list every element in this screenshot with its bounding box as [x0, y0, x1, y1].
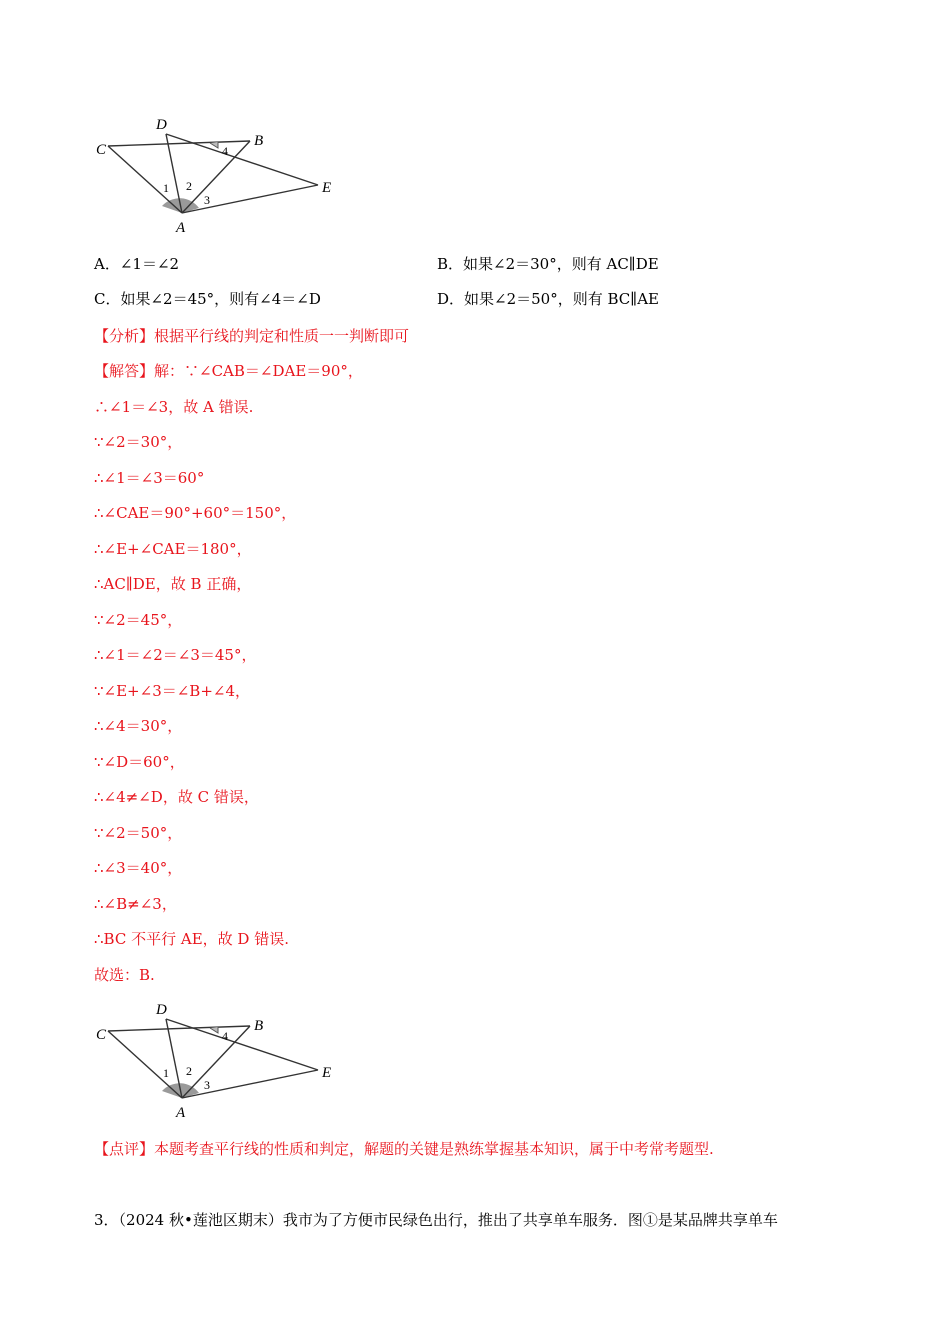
- comment-text: 【点评】本题考查平行线的性质和判定，解题的关键是熟练掌握基本知识，属于中考常考题型.: [94, 1140, 714, 1158]
- triangle-diagram: [90, 997, 350, 1117]
- option-c: C．如果∠2＝45°，则有∠4＝∠D: [94, 290, 321, 308]
- solution-line: ∴∠CAE＝90°+60°＝150°，: [94, 504, 297, 522]
- solution-line: 故选：B.: [94, 966, 155, 984]
- segment-AE: [182, 1070, 318, 1098]
- geometry-figure-top: [90, 112, 350, 232]
- solution-line: ∴BC 不平行 AE，故 D 错误.: [94, 930, 289, 948]
- segment-CB: [108, 1026, 250, 1031]
- label-C: C: [96, 142, 107, 158]
- segment-AB: [182, 141, 250, 213]
- segment-AE: [182, 185, 318, 213]
- solution-line: ∴∠4＝30°，: [94, 717, 183, 735]
- label-E: E: [322, 1065, 332, 1081]
- solution-line: 【解答】解：∵∠CAB＝∠DAE＝90°，: [94, 362, 363, 380]
- solution-line: ∴∠4≠∠D，故 C 错误，: [94, 788, 259, 806]
- triangle-diagram: [90, 112, 350, 232]
- angle-label-1: 1: [163, 1066, 169, 1080]
- label-A: A: [176, 220, 186, 232]
- angle-label-3: 3: [204, 193, 210, 207]
- angle-label-2: 2: [186, 179, 192, 193]
- analysis-text: 【分析】根据平行线的判定和性质一一判断即可: [94, 327, 410, 345]
- segment-CB: [108, 141, 250, 146]
- option-a: A．∠1＝∠2: [94, 255, 180, 273]
- geometry-figure-bottom: [90, 997, 350, 1117]
- next-question: 3．（2024 秋•莲池区期末）我市为了方便市民绿色出行，推出了共享单车服务．图①是某品牌共享单车: [94, 1211, 778, 1229]
- angle-label-1: 1: [163, 181, 169, 195]
- solution-line: ∴AC∥DE，故 B 正确，: [94, 575, 252, 593]
- solution-line: ∵∠D＝60°，: [94, 753, 185, 771]
- segment-AB: [182, 1026, 250, 1098]
- angle-label-4: 4: [222, 144, 228, 158]
- solution-line: ∵∠2＝50°，: [94, 824, 183, 842]
- solution-line: ∴∠1＝∠2＝∠3＝45°，: [94, 646, 257, 664]
- label-B: B: [254, 133, 264, 149]
- angle-mark-4: [210, 142, 218, 148]
- option-d: D．如果∠2＝50°，则有 BC∥AE: [437, 290, 659, 308]
- solution-line: ∵∠E+∠3＝∠B+∠4，: [94, 682, 251, 700]
- angle-mark-4: [210, 1027, 218, 1033]
- option-b: B．如果∠2＝30°，则有 AC∥DE: [437, 255, 659, 273]
- solution-line: ∴∠1＝∠3，故 A 错误.: [94, 398, 254, 416]
- label-D: D: [156, 117, 167, 133]
- angle-label-4: 4: [222, 1029, 228, 1043]
- solution-line: ∴∠E+∠CAE＝180°，: [94, 540, 252, 558]
- angle-label-2: 2: [186, 1064, 192, 1078]
- solution-line: ∴∠B≠∠3，: [94, 895, 177, 913]
- solution-line: ∵∠2＝30°，: [94, 433, 183, 451]
- angle-label-3: 3: [204, 1078, 210, 1092]
- label-C: C: [96, 1027, 107, 1043]
- solution-line: ∵∠2＝45°，: [94, 611, 183, 629]
- label-B: B: [254, 1018, 264, 1034]
- solution-line: ∴∠3＝40°，: [94, 859, 183, 877]
- label-E: E: [322, 180, 332, 196]
- solution-line: ∴∠1＝∠3＝60°: [94, 469, 205, 487]
- label-D: D: [156, 1002, 167, 1018]
- label-A: A: [176, 1105, 186, 1117]
